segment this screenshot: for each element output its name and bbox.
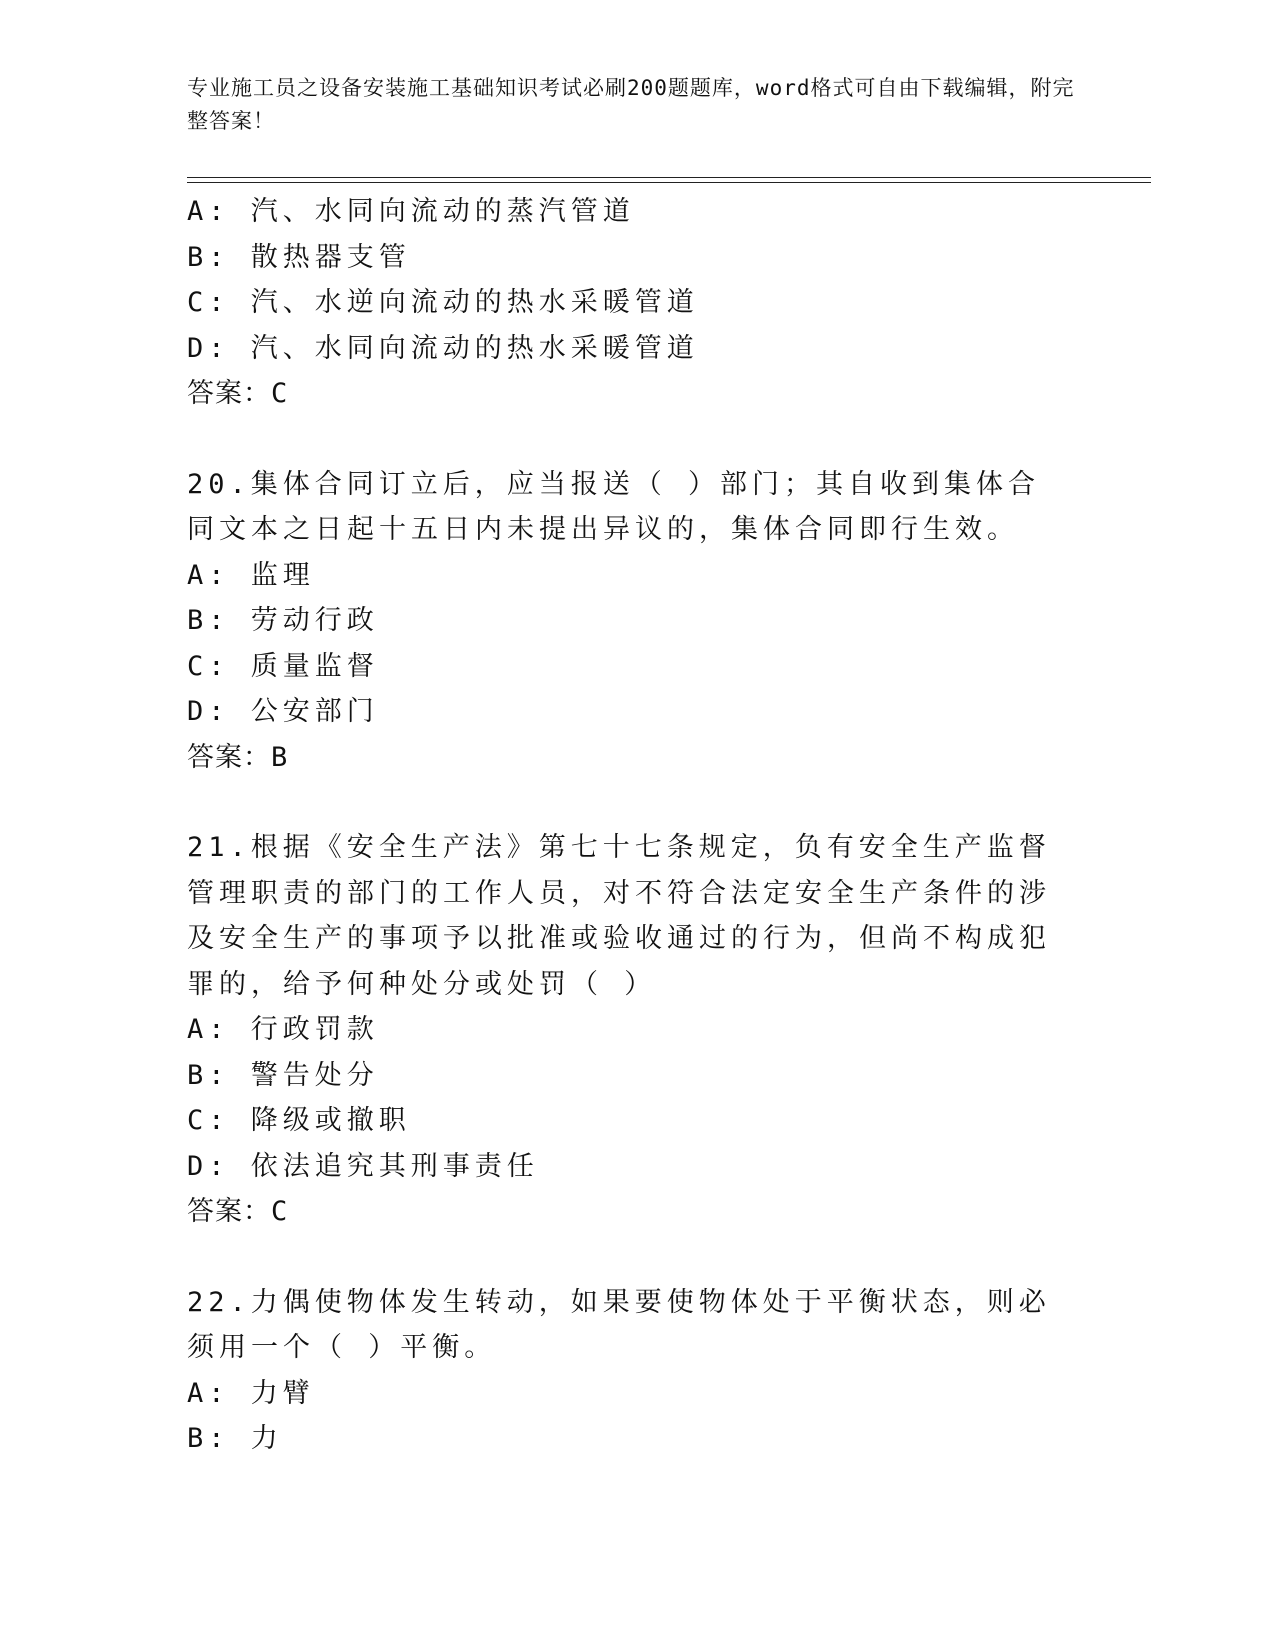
option-b: B: 散热器支管 [187,241,411,273]
option-b: B: 劳动行政 [187,605,379,636]
option-c: C: 质量监督 [187,650,379,682]
answer-text: 答案：B [187,741,289,773]
header-divider-top [187,177,1151,178]
answer-text: 答案：C [187,1196,289,1227]
question-stem: 22.力偶使物体发生转动，如果要使物体处于平衡状态，则必须用一个（ ）平衡。 [187,1286,1051,1363]
option-a: A: 行政罚款 [187,1014,379,1045]
question-block-19 [187,189,1087,417]
question-stem: 21.根据《安全生产法》第七十七条规定，负有安全生产监督管理职责的部门的工作人员，对不符合法定安全生产条件的涉及安全生产的事项予以批准或验收通过的行为，但尚不构成犯罪的，给予何种处分或处罚（ ） [187,832,1051,1000]
question-stem: 20.集体合同订立后，应当报送（ ）部门；其自收到集体合同文本之日起十五日内未提出异议的，集体合同即行生效。 [187,468,1041,545]
document-body [187,189,1087,1462]
spacer [187,417,1087,462]
spacer [187,1235,1087,1280]
option-a: A: 监理 [187,559,315,591]
document-header: 专业施工员之设备安装施工基础知识考试必刷200题题库，word格式可自由下载编辑，附完整答案！ [187,76,1075,133]
question-block-21 [187,825,1087,1235]
option-d: D: 汽、水同向流动的热水采暖管道 [187,332,699,364]
spacer [187,780,1087,825]
option-a: A: 汽、水同向流动的蒸汽管道 [187,196,635,227]
question-block-20 [187,462,1087,781]
answer-text: 答案：C [187,378,289,409]
option-d: D: 公安部门 [187,696,379,727]
option-c: C: 降级或撤职 [187,1105,411,1136]
option-c: C: 汽、水逆向流动的热水采暖管道 [187,287,699,318]
option-b: B: 警告处分 [187,1059,379,1091]
option-a: A: 力臂 [187,1377,315,1409]
header-divider-bottom [187,182,1151,183]
option-d: D: 依法追究其刑事责任 [187,1150,539,1182]
question-block-22 [187,1280,1087,1462]
option-b: B: 力 [187,1423,283,1454]
